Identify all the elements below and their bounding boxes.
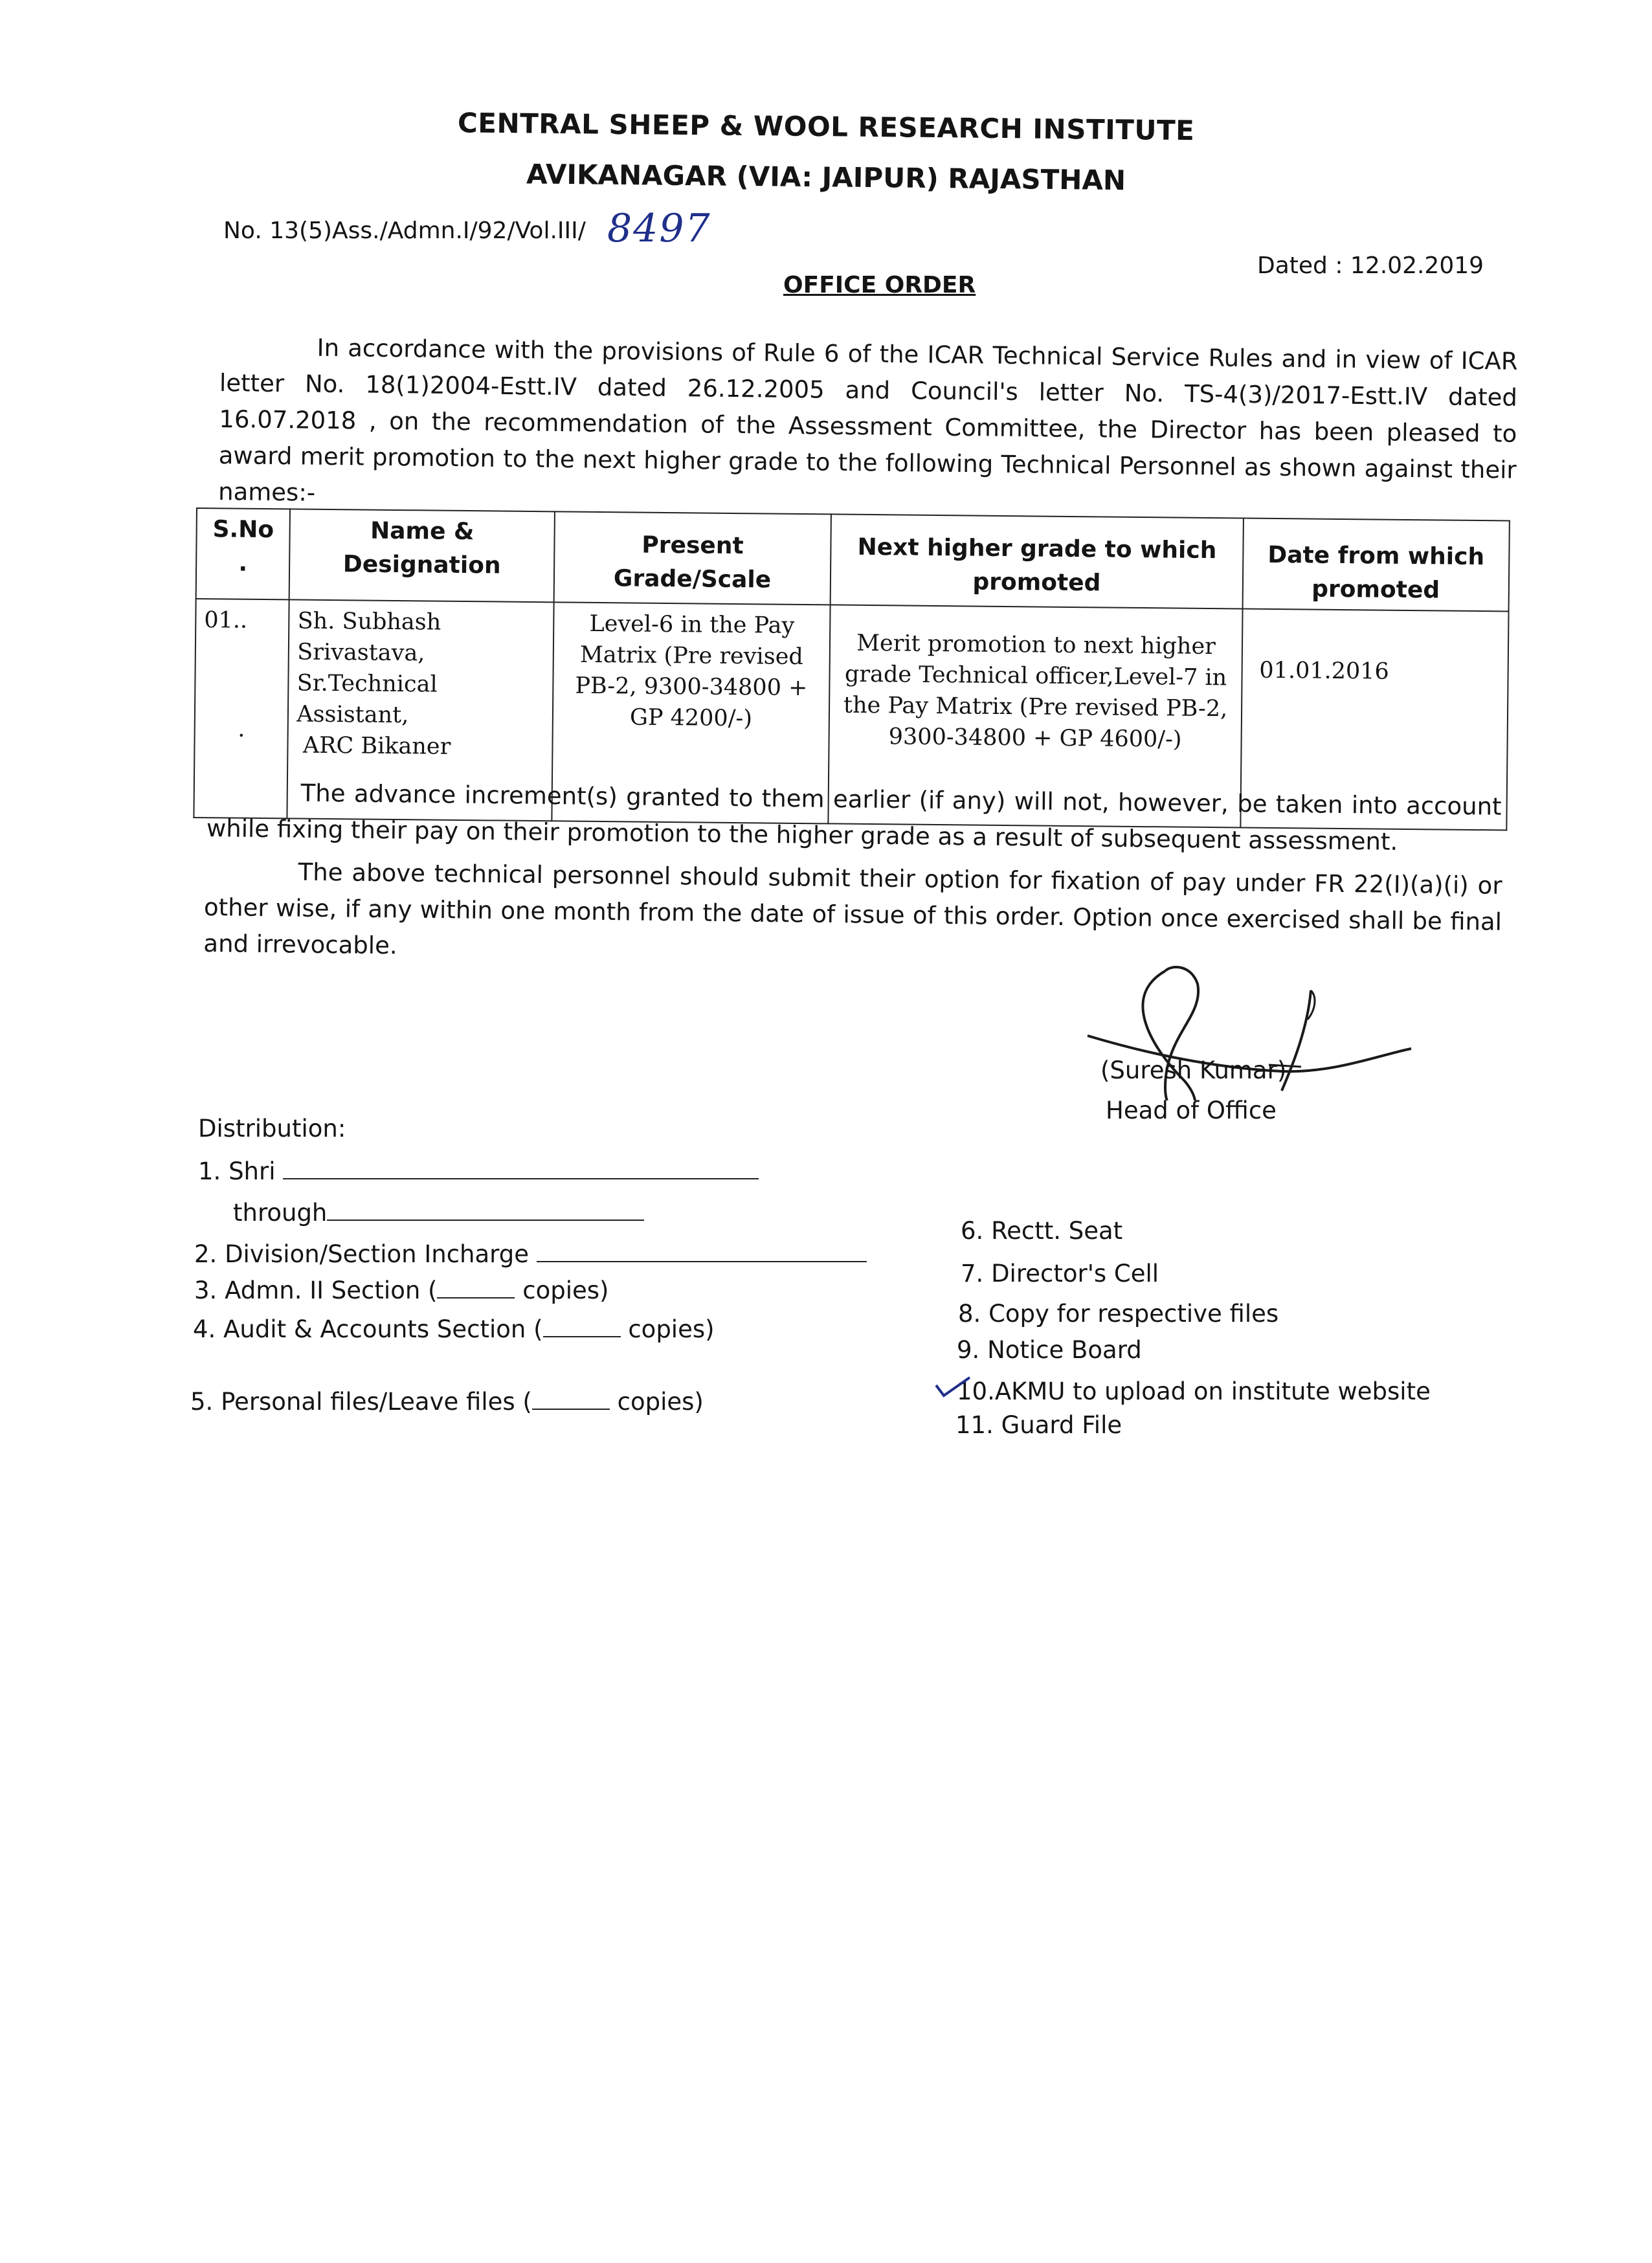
distribution-item-7: 7. Director's Cell xyxy=(961,1260,1159,1288)
distribution-item-3-label-a: 3. Admn. II Section ( xyxy=(194,1276,438,1304)
header-sno-dot: . xyxy=(238,550,248,577)
table-header-row xyxy=(196,508,1510,611)
signatory-designation: Head of Office xyxy=(1106,1097,1277,1124)
cell-name-line: Sh. Subhash xyxy=(297,608,441,636)
distribution-heading: Distribution: xyxy=(198,1115,346,1143)
blank-line xyxy=(532,1384,610,1410)
blank-line xyxy=(283,1154,759,1179)
institute-address: AVIKANAGAR (VIA: JAIPUR) RAJASTHAN xyxy=(526,158,1126,197)
cell-name-line: Assistant, xyxy=(296,701,409,729)
distribution-item-2-label: 2. Division/Section Incharge xyxy=(194,1240,529,1268)
distribution-item-3 xyxy=(194,1273,608,1304)
signatory-name: (Suresh Kumar) xyxy=(1100,1056,1287,1084)
institute-name: CENTRAL SHEEP & WOOL RESEARCH INSTITUTE xyxy=(457,107,1195,147)
distribution-item-10: 10.AKMU to upload on institute website xyxy=(957,1377,1431,1405)
distribution-item-through xyxy=(233,1195,644,1227)
header-sno-label: S.No xyxy=(212,516,274,544)
cell-name-line: Srivastava, xyxy=(297,639,425,667)
document-title: OFFICE ORDER xyxy=(783,272,976,298)
cell-date: 01.01.2016 xyxy=(1240,609,1508,831)
blank-line xyxy=(437,1273,515,1299)
increment-paragraph: The advance increment(s) granted to them earlier (if any) will not, however, be taken into account while fixing their pay on their promotion to the higher grade as a result of subsequent assessment. xyxy=(206,779,1502,856)
header-sno xyxy=(196,508,291,599)
cell-grade: Level-6 in the Pay Matrix (Pre revised PB-2, 9300-34800 + GP 4200/-) xyxy=(552,602,831,823)
option-paragraph: The above technical personnel should submit their option for fixation of pay under FR 22(I)(a)(i) or other wise, if any within one month from the date of issue of this order. Option once exercised shall be final and irrevocable. xyxy=(203,858,1502,960)
cell-sno-dot: . xyxy=(238,716,245,742)
blank-line xyxy=(537,1236,867,1262)
distribution-item-1 xyxy=(198,1154,759,1185)
header-name: Name & Designation xyxy=(289,509,555,602)
cell-name-line: ARC Bikaner xyxy=(302,732,451,760)
tick-mark-icon xyxy=(933,1374,972,1399)
distribution-item-5-label-b: copies) xyxy=(609,1388,704,1416)
distribution-item-2 xyxy=(194,1236,867,1268)
distribution-item-8: 8. Copy for respective files xyxy=(958,1300,1279,1328)
distribution-item-4-label-a: 4. Audit & Accounts Section ( xyxy=(193,1315,543,1343)
intro-paragraph: In accordance with the provisions of Rule 6 of the ICAR Technical Service Rules and in view of ICAR letter No. 18(1)2004-Estt.IV dated 26.12.2005 and Council's letter No. TS-4(3)/2017-Estt.IV dated 16.07.2018 , on the recommendation of the Assessment Committee, the Director has been pleased to award merit promotion to the next higher grade to the following Technical Personnel as shown against their names:- xyxy=(218,333,1518,507)
distribution-item-3-label-b: copies) xyxy=(515,1276,609,1304)
distribution-item-9: 9. Notice Board xyxy=(957,1336,1142,1364)
distribution-item-5-label-a: 5. Personal files/Leave files ( xyxy=(190,1388,532,1416)
distribution-item-4-label-b: copies) xyxy=(620,1315,715,1343)
cell-sno-value: 01.. xyxy=(204,607,248,634)
distribution-item-4 xyxy=(193,1311,715,1343)
blank-line xyxy=(543,1311,621,1337)
reference-number-handwritten: 8497 xyxy=(607,206,711,251)
order-date: Dated : 12.02.2019 xyxy=(1257,252,1484,279)
reference-number: No. 13(5)Ass./Admn.I/92/Vol.III/ xyxy=(223,217,586,244)
distribution-item-6: 6. Rectt. Seat xyxy=(961,1217,1123,1245)
distribution-through-label: through xyxy=(233,1199,328,1227)
cell-name-line: Sr.Technical xyxy=(296,670,438,698)
header-grade: Present Grade/Scale xyxy=(553,511,831,605)
distribution-item-5 xyxy=(190,1384,704,1416)
header-date: Date from which promoted xyxy=(1242,518,1510,612)
cell-next-grade: Merit promotion to next higher grade Technical officer,Level-7 in the Pay Matrix (Pre revised PB-2, 9300-34800 + GP 4600/-) xyxy=(829,605,1243,827)
distribution-item-11: 11. Guard File xyxy=(955,1411,1122,1439)
blank-line xyxy=(327,1195,644,1221)
header-next-grade: Next higher grade to which promoted xyxy=(831,514,1244,608)
distribution-item-1-label: 1. Shri xyxy=(198,1157,276,1185)
